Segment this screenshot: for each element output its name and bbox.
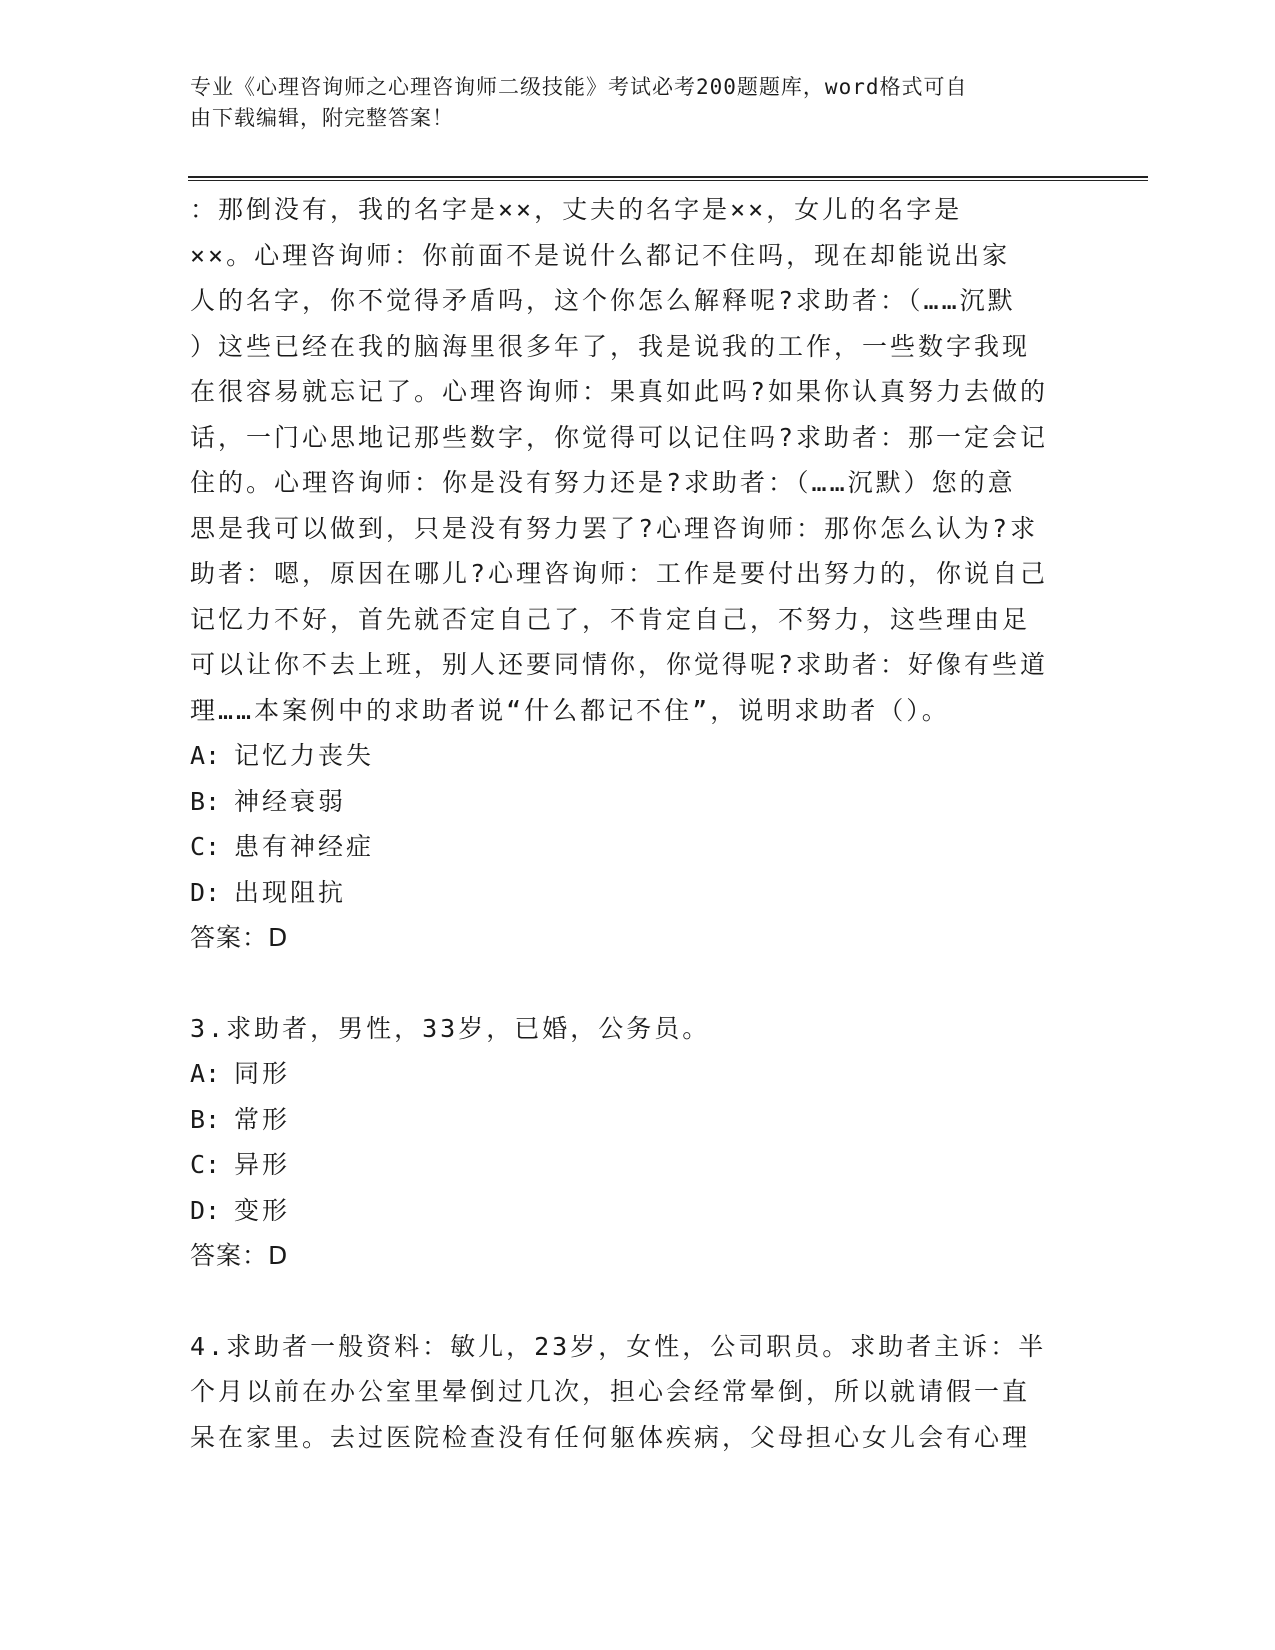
option-key: A: [190, 741, 221, 770]
option-key: D: [190, 877, 221, 907]
option-text: 神经衰弱 [234, 786, 347, 816]
option-text: 记忆力丧失 [234, 741, 375, 770]
question-2-answer: 答案：D [190, 923, 289, 952]
text-line: 助者：嗯，原因在哪儿?心理咨询师：工作是要付出努力的，你说自己 [190, 559, 1049, 588]
option-text: 同形 [234, 1059, 291, 1088]
option-key: B: [190, 786, 221, 816]
question-2-option-a [190, 733, 1070, 779]
header-line: 由下载编辑，附完整答案！ [190, 106, 454, 130]
document-body [190, 187, 1070, 1460]
spacer [190, 1279, 1070, 1324]
text-line: 话，一门心思地记那些数字，你觉得可以记住吗?求助者：那一定会记 [190, 422, 1049, 452]
text-line: 个月以前在办公室里晕倒过几次，担心会经常晕倒，所以就请假一直 [190, 1377, 1031, 1406]
text-line: 住的。心理咨询师：你是没有努力还是?求助者：（……沉默）您的意 [190, 468, 1016, 497]
option-key: D: [190, 1195, 221, 1225]
option-key: A: [190, 1059, 221, 1088]
question-2-option-b [190, 779, 1070, 825]
text-line: 呆在家里。去过医院检查没有任何躯体疾病，父母担心女儿会有心理 [190, 1422, 1031, 1452]
option-text: 常形 [234, 1104, 291, 1134]
text-line: ：那倒没有，我的名字是××，丈夫的名字是××，女儿的名字是 [190, 195, 963, 224]
question-4-text [190, 1324, 1070, 1461]
text-line: 在很容易就忘记了。心理咨询师：果真如此吗?如果你认真努力去做的 [190, 377, 1049, 406]
text-line: 思是我可以做到，只是没有努力罢了?心理咨询师：那你怎么认为?求 [190, 513, 1039, 543]
question-2-option-c [190, 824, 1070, 870]
text-line: 可以让你不去上班，别人还要同情你，你觉得呢?求助者：好像有些道 [190, 650, 1049, 679]
question-3-option-c [190, 1142, 1070, 1188]
spacer [190, 961, 1070, 1006]
option-text: 患有神经症 [234, 832, 375, 861]
question-3-option-b [190, 1097, 1070, 1143]
header-divider [188, 180, 1148, 181]
option-text: 出现阻抗 [234, 877, 347, 907]
option-key: B: [190, 1104, 221, 1134]
text-line: 人的名字，你不觉得矛盾吗，这个你怎么解释呢?求助者：（……沉默 [190, 286, 1016, 315]
question-3-option-d [190, 1188, 1070, 1234]
question-3-option-a [190, 1051, 1070, 1097]
document-header [190, 72, 1070, 134]
text-line: 理……本案例中的求助者说“什么都记不住”，说明求助者（）。 [190, 695, 950, 725]
text-line: ）这些已经在我的脑海里很多年了，我是说我的工作，一些数字我现 [190, 331, 1031, 361]
option-text: 异形 [234, 1150, 291, 1179]
question-2-text [190, 187, 1070, 733]
question-2-option-d [190, 870, 1070, 916]
header-line: 专业《心理咨询师之心理咨询师二级技能》考试必考200题题库，word格式可自 [190, 75, 968, 99]
header-divider [188, 176, 1148, 178]
text-line: 4.求助者一般资料：敏儿，23岁，女性，公司职员。求助者主诉：半 [190, 1331, 1047, 1361]
option-text: 变形 [234, 1195, 291, 1225]
question-3-answer: 答案：D [190, 1241, 289, 1270]
text-line: 3.求助者，男性，33岁，已婚，公务员。 [190, 1013, 711, 1043]
text-line: 记忆力不好，首先就否定自己了，不肯定自己，不努力，这些理由足 [190, 604, 1031, 634]
option-key: C: [190, 1150, 221, 1179]
question-3-text [190, 1006, 1070, 1052]
text-line: ××。心理咨询师：你前面不是说什么都记不住吗，现在却能说出家 [190, 240, 1011, 270]
option-key: C: [190, 832, 221, 861]
